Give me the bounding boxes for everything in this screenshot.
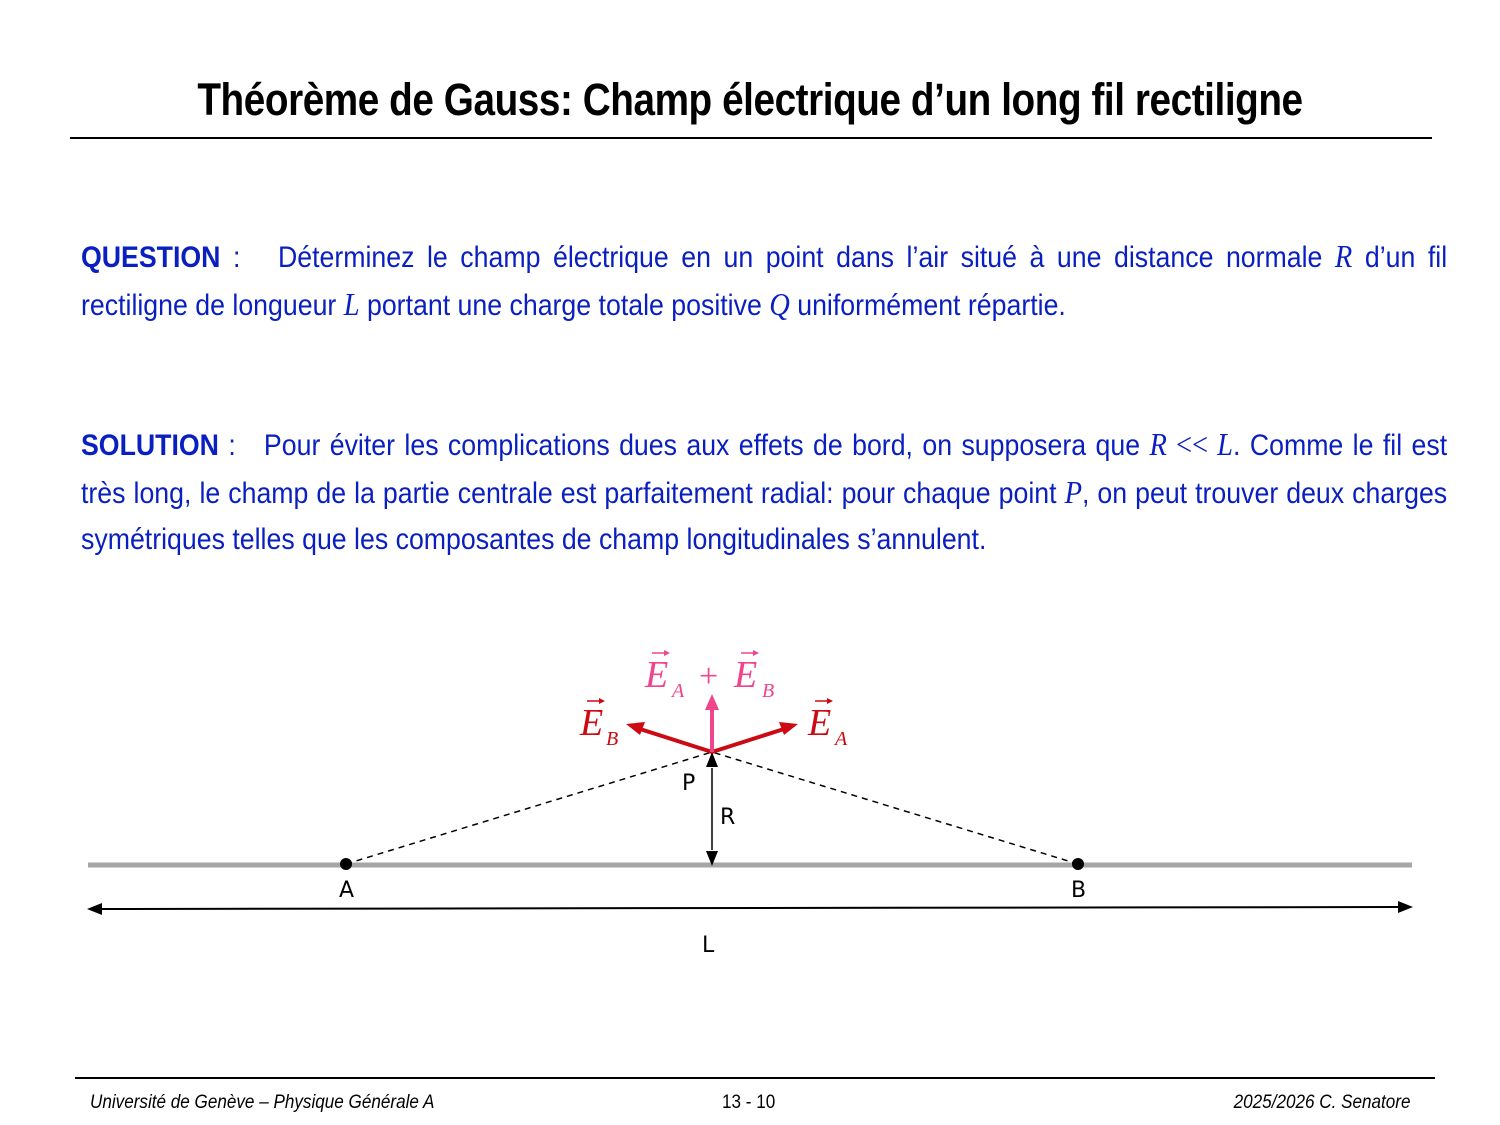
question-label: QUESTION [81, 241, 221, 274]
svg-text:E: E [734, 654, 758, 696]
footer-author-year: 2025/2026 C. Senatore [1233, 1092, 1410, 1113]
var-P: P [1064, 474, 1082, 510]
label-vector-EA [807, 698, 848, 750]
arrowhead-up-icon [706, 752, 718, 767]
question-text-1: Déterminez le champ électrique en un point dans l’air situé à une distance normale [277, 241, 1335, 274]
svg-text:E: E [808, 702, 832, 744]
footer-institution: Université de Genève – Physique Générale A [90, 1092, 435, 1113]
solution-text-3: , on peut trouver deux charges symétriques telles que les composantes de champ longitudinales s’annulent. [81, 477, 1448, 556]
arrowhead-EB-icon [626, 722, 645, 735]
label-vector-sum [644, 650, 774, 702]
svg-text:A: A [835, 728, 848, 750]
label-B: B [1071, 878, 1087, 903]
wire-field-diagram [0, 640, 1500, 980]
charge-point-A [340, 858, 352, 870]
length-L-arrow [100, 907, 1400, 909]
label-vector-EB [579, 698, 618, 750]
var-Q: Q [769, 286, 790, 322]
arrowhead-left-icon [87, 903, 102, 915]
question-text-3: portant une charge totale positive [359, 289, 770, 322]
solution-label: SOLUTION [81, 429, 219, 462]
arrowhead-right-icon [1398, 901, 1413, 913]
svg-text:A: A [672, 680, 685, 702]
arrowhead-sum-icon [705, 694, 719, 710]
svg-text:E: E [580, 702, 604, 744]
title-divider [70, 137, 1432, 139]
label-P: P [682, 771, 696, 796]
label-A: A [339, 878, 355, 903]
label-L: L [702, 933, 715, 958]
vector-EB-arrow [640, 729, 712, 752]
dashed-line-A-P [346, 752, 712, 864]
charge-point-B [1072, 858, 1084, 870]
var-L: L [343, 286, 360, 322]
svg-text:+: + [699, 658, 719, 695]
footer-page-number: 13 - 10 [722, 1092, 776, 1113]
question-text-4: uniformément répartie. [789, 289, 1066, 322]
solution-text-2: . Comme le fil est très long, le champ de la partie centrale est parfaitement radial: pour chaque point [81, 429, 1448, 510]
dashed-line-B-P [712, 752, 1078, 864]
svg-text:B: B [762, 680, 775, 702]
svg-text:B: B [606, 728, 619, 750]
var-R: R [1334, 238, 1353, 274]
svg-text:E: E [645, 654, 669, 696]
solution-separator: : [218, 429, 264, 462]
vector-EA-arrow [712, 729, 784, 752]
slide-title: Théorème de Gauss: Champ électrique d’un long fil rectiligne [197, 74, 1303, 125]
solution-paragraph [81, 421, 1447, 563]
much-less-than: << [1166, 426, 1218, 462]
var-R: R [1149, 426, 1167, 462]
question-paragraph [81, 233, 1447, 329]
arrowhead-EA-icon [779, 722, 798, 735]
label-R: R [720, 805, 736, 830]
question-separator: : [220, 241, 278, 274]
solution-text-1: Pour éviter les complications dues aux effets de bord, on supposera que [263, 429, 1150, 462]
var-L: L [1217, 426, 1234, 462]
question-text-2: d’un fil rectiligne de longueur [81, 241, 1448, 322]
footer-divider [75, 1077, 1435, 1079]
